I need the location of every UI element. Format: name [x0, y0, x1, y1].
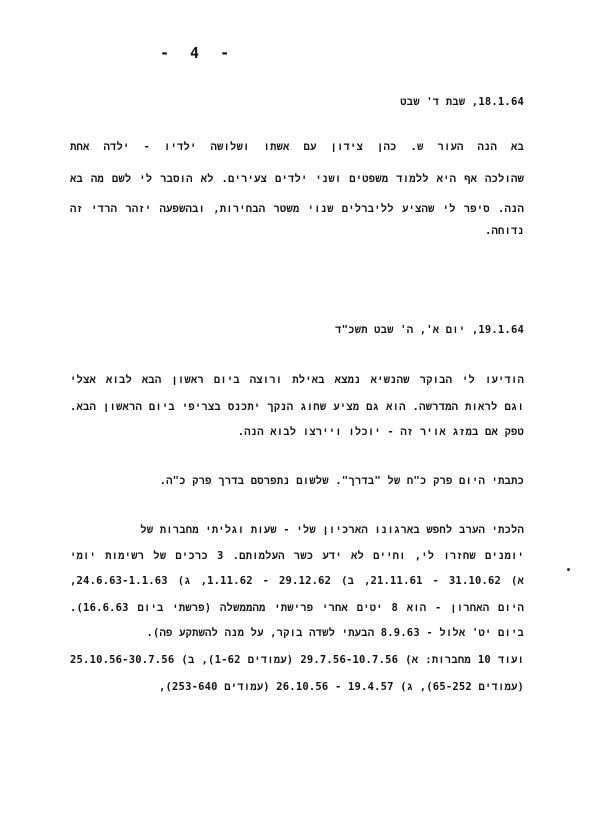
scan-speck: [567, 568, 570, 571]
entry-date-heading: 18.1.64, שבת ד' שבט: [400, 96, 524, 108]
diary-text-line: יומנים שחזרו לי, וחיים לא ידע כשר העלמותם. 3 כרכים של רשימות יומי: [70, 550, 525, 562]
diary-text-line: בא הנה העור ש. כהן צידון עם אשתו ושלושה ילדיו - ילדה אחת: [70, 141, 524, 153]
diary-text-line: היום האחרון - הוא 8 יטים אחרי פרישתי מהממשלה (פרשתי ביום 16.6.63).: [70, 602, 525, 614]
diary-text-line: כתבתי היום פרק כ"ח של "בדרך". שלשום נתפרסם בדרך פרק כ"ה.: [159, 475, 524, 487]
diary-text-line: וגם לראות המדרשה. הוא גם מציע שחוג הנקך יתכנס בצריפי ביום הראשון הבא.: [70, 401, 524, 413]
diary-text-line: ועוד 10 מחברות: א) 29.7.56-10.7.56 (עמודים 1-62), ב) 25.10.56-30.7.56: [70, 654, 525, 666]
diary-text-line: ביום יט' אלול - 8.9.63 הבעתי לשדה בוקר, על מנה להשתקע פה).: [146, 627, 524, 639]
diary-text-line: נדוחה.: [484, 225, 524, 237]
diary-text-line: (עמודים 65-252), ג) 19.4.57 - 26.10.56 (עמודים 253-640),: [158, 681, 524, 693]
diary-text-line: הנה. סיפר לי שהציע לליברלים שנוי משטר הבחירות, ובהשפעה יזהר הרדי זה: [70, 203, 524, 215]
entry-date-heading: 19.1.64, יום א', ה' שבט תשכ"ד: [335, 324, 524, 336]
diary-text-line: שהולכה אף היא ללמוד משפטים ושני ילדים צעירים. לא הוסבר לי לשם מה בא: [70, 173, 524, 185]
diary-text-line: טפק אם במזג אויר זה - יוכלו ויירצו לבוא הנה.: [237, 426, 524, 438]
diary-text-line: הודיעו לי הבוקר שהנשיא נמצא באילת ורוצה ביום ראשון הבא לבוא אצלי: [70, 374, 524, 386]
page-number: - 4 -: [160, 44, 236, 62]
diary-text-line: א) 31.10.62 - 21.11.61, ב) 29.12.62 - 1.11.62, ג) 24.6.63-1.1.63,: [70, 575, 524, 587]
diary-text-line: הלכתי הערב לחפש בארגונו הארכיון שלי - שעות וגליתי מחברות של: [140, 524, 524, 536]
